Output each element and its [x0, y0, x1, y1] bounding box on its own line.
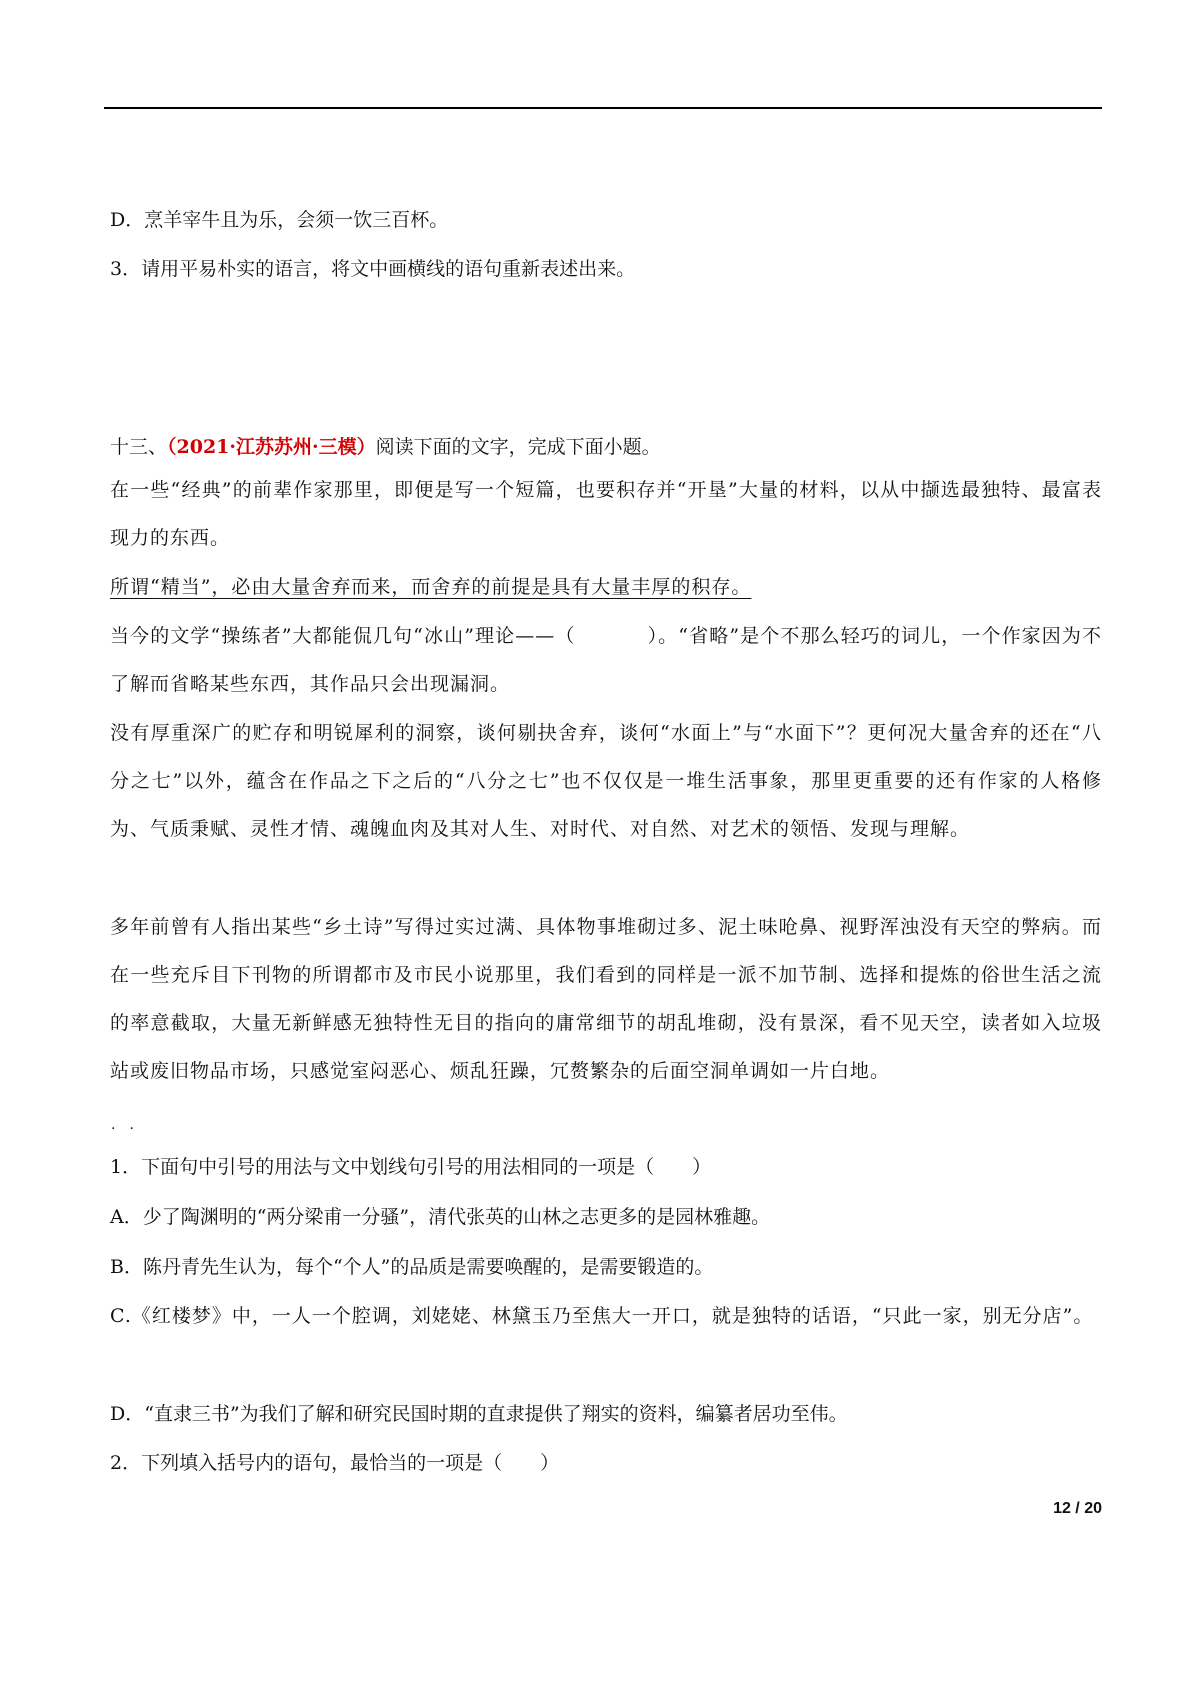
page-number: 12 / 20: [1053, 1500, 1102, 1517]
passage-paragraph-4: 没有厚重深广的贮存和明锐犀利的洞察，谈何剔抉舍弃，谈何“水面上”与“水面下”？更何况大量舍弃的还在“八分之七”以外，蕴含在作品之下之后的“八分之七”也不仅仅是一堆生活事象，那里更重要的还有作家的人格修为、气质秉赋、灵性才情、魂魄血肉及其对人生、对时代、对自然、对艺术的领悟、发现与理解。: [110, 722, 1102, 840]
passage-paragraph-3: [110, 612, 1102, 708]
question-1: 1．下面句中引号的用法与文中划线句引号的用法相同的一项是（ ）: [110, 1156, 712, 1178]
question-2: 2．下列填入括号内的语句，最恰当的一项是（ ）: [110, 1452, 560, 1474]
source-label: （2021·江苏苏州·三模）: [167, 436, 376, 458]
section-heading: [110, 434, 661, 460]
option-d-prev: D．烹羊宰牛且为乐，会须一饮三百杯。: [110, 209, 449, 231]
passage-paragraph-2: [110, 563, 1102, 611]
question-1-option-a: A．少了陶渊明的“两分梁甫一分骚”，清代张英的山林之志更多的是园林雅趣。: [110, 1206, 771, 1228]
underlined-sentence: 所谓“精当”，必由大量舍弃而来，而舍弃的前提是具有大量丰厚的积存。: [110, 576, 752, 598]
header-rule: [104, 107, 1102, 109]
paragraph-3-end: ）。“省略”是个不那么轻巧的词儿，一个作家因为不了解而省略某些东西，其作品只会出现漏洞。: [110, 625, 1102, 695]
emphasis-dots: ··: [111, 1121, 148, 1137]
question-1-option-d: D．“直隶三书”为我们了解和研究民国时期的直隶提供了翔实的资料，编纂者居功至伟。: [110, 1403, 848, 1425]
passage-paragraph-1: 在一些“经典”的前辈作家那里，即便是写一个短篇，也要积存并“开垦”大量的材料，以从中撷选最独特、最富表现力的东西。: [110, 479, 1102, 549]
question-3: 3．请用平易朴实的语言，将文中画横线的语句重新表述出来。: [110, 258, 636, 280]
question-1-option-c: C.《红楼梦》中，一人一个腔调，刘姥姥、林黛玉乃至焦大一开口，就是独特的话语，“只此一家，别无分店”。: [110, 1305, 1094, 1327]
section-instruction: 阅读下面的文字，完成下面小题。: [375, 436, 661, 458]
section-number: 十三、: [110, 436, 168, 458]
passage-paragraph-5: 多年前曾有人指出某些“乡土诗”写得过实过满、具体物事堆砌过多、泥土味呛鼻、视野浑浊没有天空的弊病。而在一些充斥目下刊物的所谓都市及市民小说那里，我们看到的同样是一派不加节制、选择和提炼的俗世生活之流的率意截取，大量无新鲜感无独特性无目的指向的庸常细节的胡乱堆砌，没有景深，看不见天空，读者如入垃圾站或废旧物品市场，只感觉室闷恶心、烦乱狂躁，冗赘繁杂的后面空洞单调如一片白地。: [110, 916, 1102, 1082]
question-1-option-b: B．陈丹青先生认为，每个“个人”的品质是需要唤醒的，是需要锻造的。: [110, 1256, 714, 1278]
paragraph-3-start: 当今的文学“操练者”大都能侃几句“冰山”理论——（: [110, 625, 576, 647]
